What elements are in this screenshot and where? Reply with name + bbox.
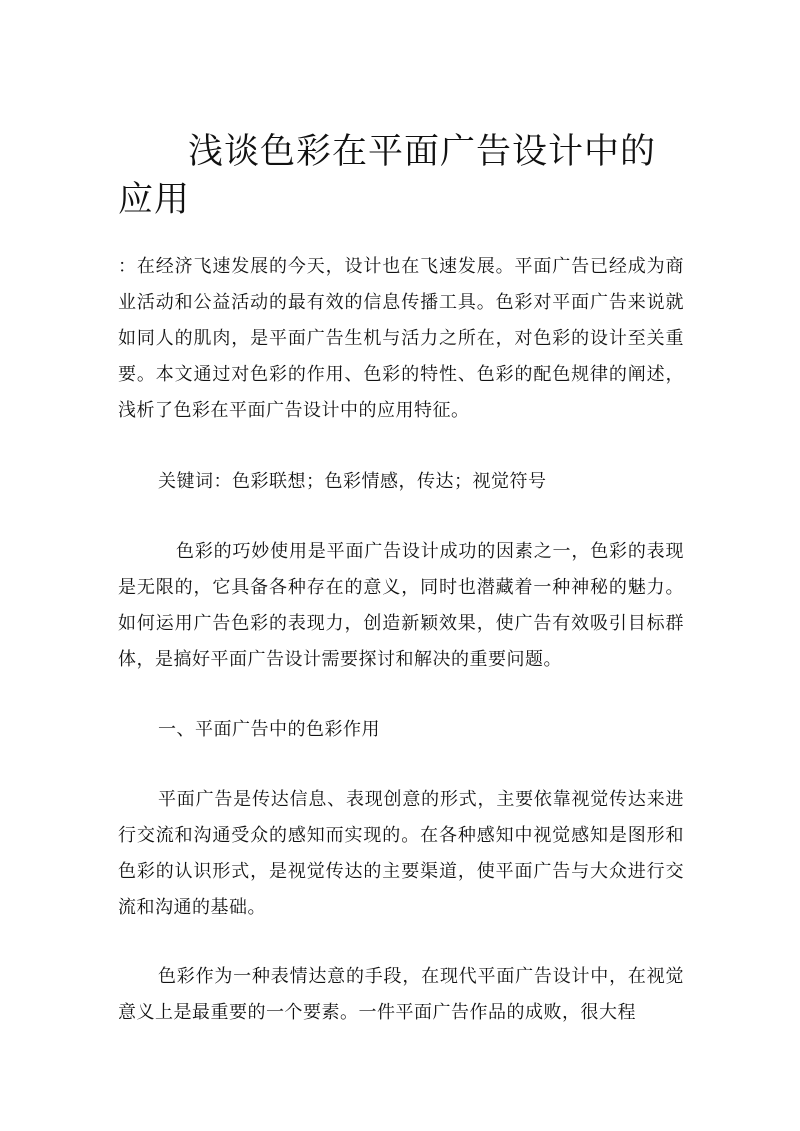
body-paragraph: 平面广告是传达信息、表现创意的形式，主要依靠视觉传达来进行交流和沟通受众的感知而实现的。在各种感知中视觉感知是图形和色彩的认识形式，是视觉传达的主要渠道，使平面广告与大众进行交流和沟通的基础。 — [118, 789, 684, 918]
abstract-paragraph: ：在经济飞速发展的今天，设计也在飞速发展。平面广告已经成为商业活动和公益活动的最有效的信息传播工具。色彩对平面广告来说就如同人的肌肉，是平面广告生机与活力之所在，对色彩的设计至关重要。本文通过对色彩的作用、色彩的特性、色彩的配色规律的阐述，浅析了色彩在平面广告设计中的应用特征。 — [118, 256, 684, 421]
intro-paragraph: 色彩的巧妙使用是平面广告设计成功的因素之一，色彩的表现是无限的，它具备各种存在的意义，同时也潜藏着一种神秘的魅力。如何运用广告色彩的表现力，创造新颖效果，使广告有效吸引目标群体，是搞好平面广告设计需要探讨和解决的重要问题。 — [118, 541, 684, 670]
keywords-line: 关键词：色彩联想；色彩情感，传达；视觉符号 — [158, 471, 547, 492]
body-paragraph: 色彩作为一种表情达意的手段，在现代平面广告设计中，在视觉意义上是最重要的一个要素。一件平面广告作品的成败，很大程 — [118, 966, 684, 1023]
section-heading: 一、平面广告中的色彩作用 — [158, 719, 380, 740]
document-title: 浅谈色彩在平面广告设计中的应用 — [118, 132, 657, 220]
